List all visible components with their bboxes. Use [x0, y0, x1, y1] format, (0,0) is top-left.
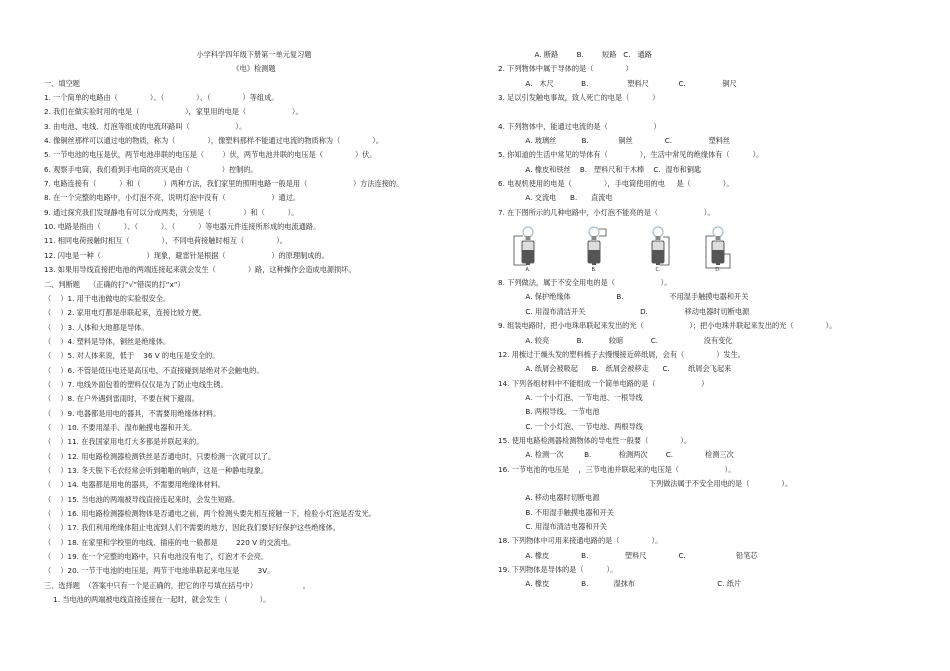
- text-line: （ ）13. 冬天脱下毛衣经常会听到啪啪的响声，这是一种静电现象。: [44, 465, 269, 475]
- text-line: 8. 在一个完整的电路中，小灯泡不亮，说明灯泡中没有（ ）通过。: [44, 193, 301, 203]
- figure-label: C.: [655, 267, 661, 273]
- text-line: A. 橡皮和铁丝 B. 塑料尺和干木棒 C. 湿布和铜匙: [498, 164, 702, 174]
- text-line: 5. 一节电池的电压是伏，两节电池串联的电压是（ ）伏，两节电池并联的电压是（ ）伏。: [44, 150, 377, 160]
- text-line: 2. 下列物体中属于导体的是（ ）: [498, 64, 633, 74]
- text-line: 4. 下列物体中，能通过电流的是（ ）: [498, 121, 661, 131]
- text-line: 3. 由电池、电线、灯泡等组成的电流环路叫（ ）。: [44, 121, 247, 131]
- document-subtitle: 《电》检测题: [232, 64, 276, 74]
- text-line: （ ）1. 用干电池做电的实验很安全。: [44, 293, 171, 303]
- text-line: （ ）18. 在家里和学校里的电线、插座的电一般都是 220 V 的交流电。: [44, 537, 296, 547]
- text-line: 6. 观察手电筒，我们看到手电筒的亮灭是由（ ）控制的。: [44, 164, 258, 174]
- text-line: 12. 用梳过干燥头发的塑料梳子去慢慢接近碎纸屑，会有（ ）发生。: [498, 349, 745, 359]
- right-questions-bottom: [498, 276, 918, 592]
- figure-label: B.: [591, 267, 597, 273]
- text-line: A. 交流电 B. 直流电: [498, 193, 613, 203]
- text-line: （ ）20. 一节干电池的电压是，两节干电池串联起来电压是 3V。: [44, 566, 275, 576]
- text-line: C. 一个小灯泡、一节电池、两根导线: [498, 421, 643, 431]
- text-line: B. 不用湿手触摸电器和开关: [498, 507, 614, 517]
- text-line: A. 较亮 B. 较暗 C. 没有变化: [498, 335, 733, 345]
- text-line: （ ）4. 塑料是导体，铜丝是绝缘体。: [44, 336, 171, 346]
- text-line: 10. 电路是指由（ ）、（ ）、（ ）等电器元件连接所形成的电流通路。: [44, 222, 321, 232]
- text-line: [498, 105, 918, 119]
- text-line: （ ）8. 在户外遇到雷雨时，不要在树下避雨。: [44, 394, 199, 404]
- text-line: （ ）14. 电器都是用电的器具，不需要用绝缘体材料。: [44, 480, 225, 490]
- bulb-icon: [713, 227, 723, 237]
- text-line: 16. 一节电池的电压是 ，三节电池并联起来的电压是（ ）。: [498, 464, 736, 474]
- text-line: 一、填空题: [44, 78, 80, 88]
- text-line: （ ）11. 在我国家用电灯大多都是并联起来的。: [44, 437, 204, 447]
- figure-label: D.: [715, 267, 721, 273]
- text-line: 1. 当电池的两端被电线直接连接在一起时，就会发生（ ）。: [44, 595, 271, 605]
- circuit-figure-b: [576, 224, 612, 272]
- text-line: 2. 我们在做实验时用的电是（ ），家里用的电是（ ）。: [44, 107, 303, 117]
- text-line: B. 两根导线、一节电池: [498, 407, 600, 417]
- text-line: （ ）9. 电器都是用电的器具，不需要用绝缘体材料。: [44, 408, 221, 418]
- text-line: （ ）7. 电线外面包着的塑料仅仅是为了防止电线生锈。: [44, 379, 228, 389]
- text-line: C. 用湿布清洁电器和开关: [498, 521, 607, 531]
- text-line: 二、判断题 （正确的打“√”错误的打“x”）: [44, 279, 185, 289]
- text-line: （ ）16. 用电路检测器检测物体是否通电之前，两个检测头要先相互接触一下，检验小灯泡是否发光。: [44, 509, 376, 518]
- text-line: （ ）2. 家用电灯都是串联起来，连接比较方便。: [44, 308, 207, 318]
- text-line: A. 一个小灯泡、一节电池、一根导线: [498, 392, 643, 402]
- circuit-figure-c: [640, 224, 676, 272]
- text-line: 14. 下列各组材料中不能组成一个简单电路的是（ ）: [498, 378, 709, 388]
- text-line: 9. 通过探究我们发现静电有可以分成两类，分别是（ ）和（ ）。: [44, 207, 299, 217]
- text-line: 5. 你知道的生活中常见的导体有（ ），生活中常见的绝缘体有（ ）。: [498, 150, 764, 160]
- text-line: （ ）6. 不管是低压电还是高压电，不直接碰到是绝对不会触电的。: [44, 365, 264, 375]
- text-line: （ ）19. 在一个完整的电路中，只有电池没有电了，灯泡才不会亮。: [44, 552, 269, 562]
- text-line: （ ）12. 用电路检测器检测铁丝是否通电时，只要检测一次就可以了。: [44, 451, 276, 461]
- text-line: A. 断路 B. 短路 C. 通路: [498, 50, 652, 59]
- text-line: 11. 相同电荷接触时相互（ ），不同电荷接触时相互（ ）。: [44, 236, 287, 246]
- right-column: [498, 48, 918, 592]
- text-line: A. 保护绝缘体 B. 不用湿手触摸电器和开关: [498, 292, 749, 302]
- text-line: A. 木尺 B. 塑料尺 C. 铜尺: [498, 78, 737, 88]
- text-line: （ ）15. 当电池的两端被导线直接连起来时，会发生短路。: [44, 494, 240, 504]
- text-line: 3. 足以引发触电事故，致人死亡的电是（ ）: [498, 93, 660, 103]
- text-line: （ ）17. 我们利用绝缘体阻止电流到人们不需要的地方，因此我们要好好保护这些绝缘体。: [44, 523, 340, 533]
- text-line: 13. 如果用导线直接把电池的两端连接起来就会发生（ ）路，这种操作会造成电源损坏。: [44, 265, 356, 275]
- figure-label: A.: [525, 267, 531, 273]
- bulb-icon: [653, 227, 663, 237]
- text-line: C. 用湿布清洁开关 D. 移动电器时切断电源: [498, 306, 750, 316]
- text-line: 9. 组装电路时，把小电珠串联起来发出的光（ ）；把小电珠并联起来发出的光（ ）。: [498, 321, 837, 331]
- text-line: 8. 下列做法，属于不安全用电的是（ ）。: [498, 278, 672, 288]
- text-line: A. 橡皮 B. 湿抹布 C. 纸片: [498, 579, 742, 589]
- left-column: [44, 48, 464, 607]
- text-line: 7. 在下图所示的几种电路中，小灯泡不能亮的是（ ）。: [498, 207, 715, 217]
- circuit-figures: [510, 224, 918, 272]
- text-line: 15. 使用电路检测器检测物体的导电性一般要（ ）。: [498, 435, 692, 445]
- document-title: 小学科学四年级下册第一单元复习题: [196, 50, 312, 59]
- bulb-icon: [589, 227, 599, 237]
- text-line: A. 移动电器时切断电源: [498, 493, 600, 503]
- text-line: （ ）3. 人体和大地都是导体。: [44, 322, 149, 332]
- bulb-icon: [523, 227, 533, 237]
- text-line: 12. 闪电是一种（ ）现象，避雷针是根据（ ）的原理制成的。: [44, 250, 329, 260]
- text-line: 19. 下列物体是导体的是（ ）。: [498, 565, 618, 574]
- text-line: 7. 电路连接有（ ）和（ ）两种方法，我们家里的照明电路一般是用（ ）方法连接的。: [44, 179, 404, 189]
- right-questions-top: [498, 48, 918, 220]
- text-line: 18. 下列物体中可用来接通电路的是（ ）。: [498, 536, 663, 546]
- text-line: 4. 像铜丝那样可以通过电的物质，称为（ ），像塑料那样不能通过电流的物质称为（ ）。: [44, 136, 384, 146]
- text-line: A. 检测一次 B. 检测两次 C. 检测三次: [498, 450, 734, 460]
- text-line: A. 纸屑会被吸起 B. 纸屑会被移走 C. 纸屑会飞起来: [498, 364, 732, 374]
- text-line: 1. 一个简单的电路由（ ）、（ ）、（ ）等组成。: [44, 93, 279, 103]
- text-line: 6. 电视机使用的电是（ ），手电筒使用的电 是（ ）。: [498, 179, 734, 189]
- circuit-figure-a: [510, 224, 546, 272]
- text-line: （ ）5. 对人体来说，低于 36 V 的电压是安全的。: [44, 351, 220, 361]
- circuit-figure-d: [700, 224, 736, 272]
- text-line: 下列做法属于不安全用电的是（ ）。: [498, 478, 793, 488]
- text-line: 三、选择题 （答案中只有一个是正确的，把它的序号填在括号中） 。: [44, 580, 310, 590]
- text-line: A. 玻璃丝 B. 铜丝 C. 塑料丝: [498, 136, 731, 146]
- text-line: A. 橡皮 B. 塑料尺 C. 铅笔芯: [498, 550, 758, 560]
- text-line: （ ）10. 不要用湿手、湿布触摸电器和开关。: [44, 422, 197, 432]
